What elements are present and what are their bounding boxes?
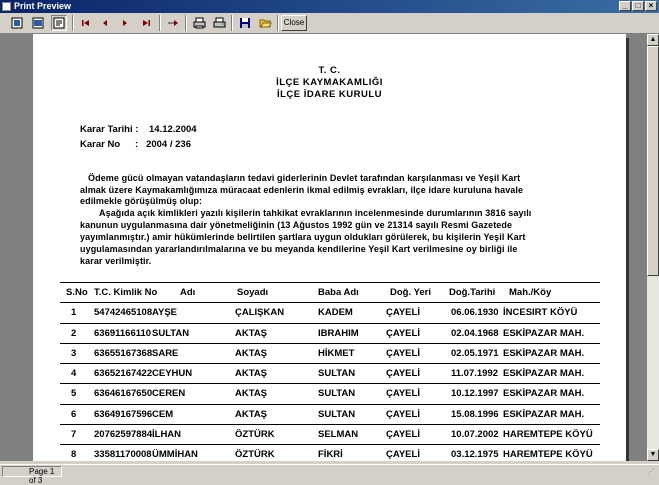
scroll-up-icon[interactable]: ▲ [647,34,659,46]
vertical-scrollbar[interactable] [647,34,659,461]
first-page-icon[interactable] [78,15,94,31]
karar-no-label: Karar No [80,139,121,150]
toolbar-separator [159,15,161,31]
cell-baba-adi: SULTAN [318,368,356,380]
cell-sno: 8 [71,449,77,461]
cell-baba-adi: SULTAN [318,408,356,420]
cell-sno: 7 [71,429,77,441]
cell-dog-yeri: ÇAYELİ [386,429,420,441]
save-icon[interactable] [237,15,253,31]
cell-soyadi: AKTAŞ [235,327,268,339]
close-window-button[interactable]: × [645,1,657,11]
cell-tc: 63655167368 [94,347,153,359]
goto-page-icon[interactable] [165,15,181,31]
report-page [33,34,626,461]
cell-dog-yeri: ÇAYELİ [386,408,420,420]
cell-dog-yeri: ÇAYELİ [386,307,420,319]
cell-dog-tarihi: 10.07.2002 [451,429,499,441]
cell-dog-tarihi: 11.07.1992 [451,368,499,380]
cell-baba-adi: FİKRİ [318,449,343,461]
cell-tc: 33581170008 [94,449,152,461]
cell-baba-adi: SULTAN [318,388,356,400]
cell-adi: AYŞE [152,307,177,319]
cell-baba-adi: KADEM [318,307,353,319]
cell-tc: 63652167422 [94,368,153,380]
cell-mah-koy: HAREMTEPE KÖYÜ [503,449,593,461]
cell-adi: SULTAN [152,327,190,339]
paragraph-2-line-5: karar verilmiştir. [80,256,152,266]
toolbar-separator [277,15,279,31]
cell-tc: 20762597884 [94,429,153,441]
col-header-tc: T.C. Kimlik No [94,287,158,298]
header-line-3: İLÇE İDARE KURULU [276,89,383,100]
cell-soyadi: AKTAŞ [235,388,268,400]
paragraph-2-line-3: yayımlanmıştır.) amir hükümlerinde belirtilen şartlara uygun oldukları görülerek, bu kişilerin Yeşil Kart [80,232,526,242]
paragraph-2-line-4: uygulamasından yararlandırılmalarına ve bu meyanda kendilerine Yeşil Kart verilmesine oy birliği ile [80,244,518,254]
cell-dog-yeri: ÇAYELİ [386,388,420,400]
table-row [60,344,600,364]
cell-soyadi: AKTAŞ [235,347,268,359]
cell-dog-tarihi: 02.05.1971 [451,347,499,359]
previous-page-icon[interactable] [97,15,113,31]
open-folder-icon[interactable] [257,15,273,31]
cell-baba-adi: HİKMET [318,347,355,359]
paragraph-1-line-3: edilmekle görüşülmüş olup: [80,196,203,206]
header-line-1: T. C. [318,65,341,76]
close-button[interactable]: Close [281,15,307,31]
cell-mah-koy: ESKİPAZAR MAH. [503,408,585,420]
page-shadow [626,38,629,461]
zoom-whole-page-icon[interactable] [9,15,25,31]
maximize-button[interactable]: □ [632,1,644,11]
cell-mah-koy: HAREMTEPE KÖYÜ [503,429,593,441]
col-header-dog-yeri: Doğ. Yeri [390,287,432,298]
col-header-adi: Adı [180,287,196,298]
header-line-2: İLÇE KAYMAKAMLIĞI [276,77,383,88]
window-title: Print Preview [14,1,72,11]
toolbar-separator [231,15,233,31]
table-row [60,425,600,445]
print-setup-icon[interactable] [191,15,207,31]
table-header-row [60,283,600,303]
cell-dog-tarihi: 02.04.1968 [451,327,499,339]
cell-soyadi: ÇALIŞKAN [235,307,285,319]
app-icon [2,2,11,11]
paragraph-1-line-1: Ödeme gücü olmayan vatandaşların tedavi giderlerinin Devlet tarafından karşılanması ve Yeşil Kart [88,173,521,183]
cell-soyadi: AKTAŞ [235,408,268,420]
karar-tarihi-label: Karar Tarihi : [80,124,139,135]
col-header-mah-koy: Mah./Köy [509,287,552,298]
cell-adi: ÜMMİHAN [152,449,198,461]
cell-dog-tarihi: 03.12.1975 [451,449,499,461]
scroll-thumb[interactable] [647,46,659,276]
next-page-icon[interactable] [117,15,133,31]
toolbar [0,13,659,34]
resize-grip-icon[interactable]: ⋰ [647,467,655,476]
minimize-button[interactable]: _ [619,1,631,11]
paragraph-2-line-1: Aşağıda açık kimlikleri yazılı kişilerin tahkikat evraklarının incelenmesinde durumlarının 3816 sayılı [99,208,532,218]
cell-dog-tarihi: 06.06.1930 [451,307,499,319]
cell-mah-koy: ESKİPAZAR MAH. [503,347,585,359]
table-row [60,445,600,461]
cell-tc: 63646167650 [94,388,153,400]
cell-baba-adi: IBRAHIM [318,327,359,339]
cell-soyadi: ÖZTÜRK [235,449,275,461]
cell-soyadi: ÖZTÜRK [235,429,275,441]
cell-sno: 1 [71,307,77,319]
col-header-dog-tarihi: Doğ.Tarihi [449,287,496,298]
cell-baba-adi: SELMAN [318,429,359,441]
cell-mah-koy: ESKİPAZAR MAH. [503,368,585,380]
zoom-page-width-icon[interactable] [30,15,46,31]
page-indicator: Page 1 of 3 [2,466,62,477]
cell-mah-koy: ESKİPAZAR MAH. [503,327,585,339]
cell-adi: CEM [152,408,174,420]
table-row [60,364,600,384]
col-header-baba-adi: Baba Adı [318,287,359,298]
cell-sno: 2 [71,327,77,339]
printer-icon[interactable] [211,15,227,31]
scroll-down-icon[interactable]: ▼ [647,449,659,461]
toolbar-separator [72,15,74,31]
cell-tc: 63649167596 [94,408,153,420]
col-header-sno: S.No [66,287,88,298]
title-bar [0,0,659,13]
cell-sno: 4 [71,368,77,380]
karar-tarihi-value: 14.12.2004 [149,124,197,135]
cell-tc: 54742465108 [94,307,153,319]
cell-sno: 3 [71,347,77,359]
toolbar-separator [185,15,187,31]
table-row [60,405,600,425]
cell-adi: SARE [152,347,179,359]
paragraph-2-line-2: kanunun uygulanmasına dair yönetmeliğinin (13 Ağustos 1992 gün ve 21314 sayılı Resmi Gazetede [80,220,513,230]
status-bar [0,464,659,485]
table-row [60,324,600,344]
cell-dog-yeri: ÇAYELİ [386,347,420,359]
cell-tc: 63691166110 [94,327,152,339]
cell-adi: İLHAN [152,429,182,441]
cell-dog-yeri: ÇAYELİ [386,327,420,339]
table-row [60,384,600,404]
cell-sno: 6 [71,408,77,420]
cell-mah-koy: İNCESIRT KÖYÜ [503,307,578,319]
table-row [60,303,600,323]
last-page-icon[interactable] [138,15,154,31]
karar-no-value: : 2004 / 236 [135,139,191,150]
col-header-soyadi: Soyadı [237,287,269,298]
cell-dog-tarihi: 15.08.1996 [451,408,499,420]
people-table [60,282,600,461]
zoom-100-icon[interactable] [51,15,67,31]
cell-adi: CEREN [152,388,186,400]
cell-adi: CEYHUN [152,368,193,380]
cell-mah-koy: ESKİPAZAR MAH. [503,388,585,400]
cell-soyadi: AKTAŞ [235,368,268,380]
preview-area [0,34,647,461]
cell-sno: 5 [71,388,77,400]
cell-dog-yeri: ÇAYELİ [386,449,420,461]
cell-dog-tarihi: 10.12.1997 [451,388,499,400]
cell-dog-yeri: ÇAYELİ [386,368,420,380]
paragraph-1-line-2: almak üzere Kaymakamlığımıza müracaat edenlerin ikmal edilmiş evrakları, ilçe idare kuruluna havale [80,185,524,195]
